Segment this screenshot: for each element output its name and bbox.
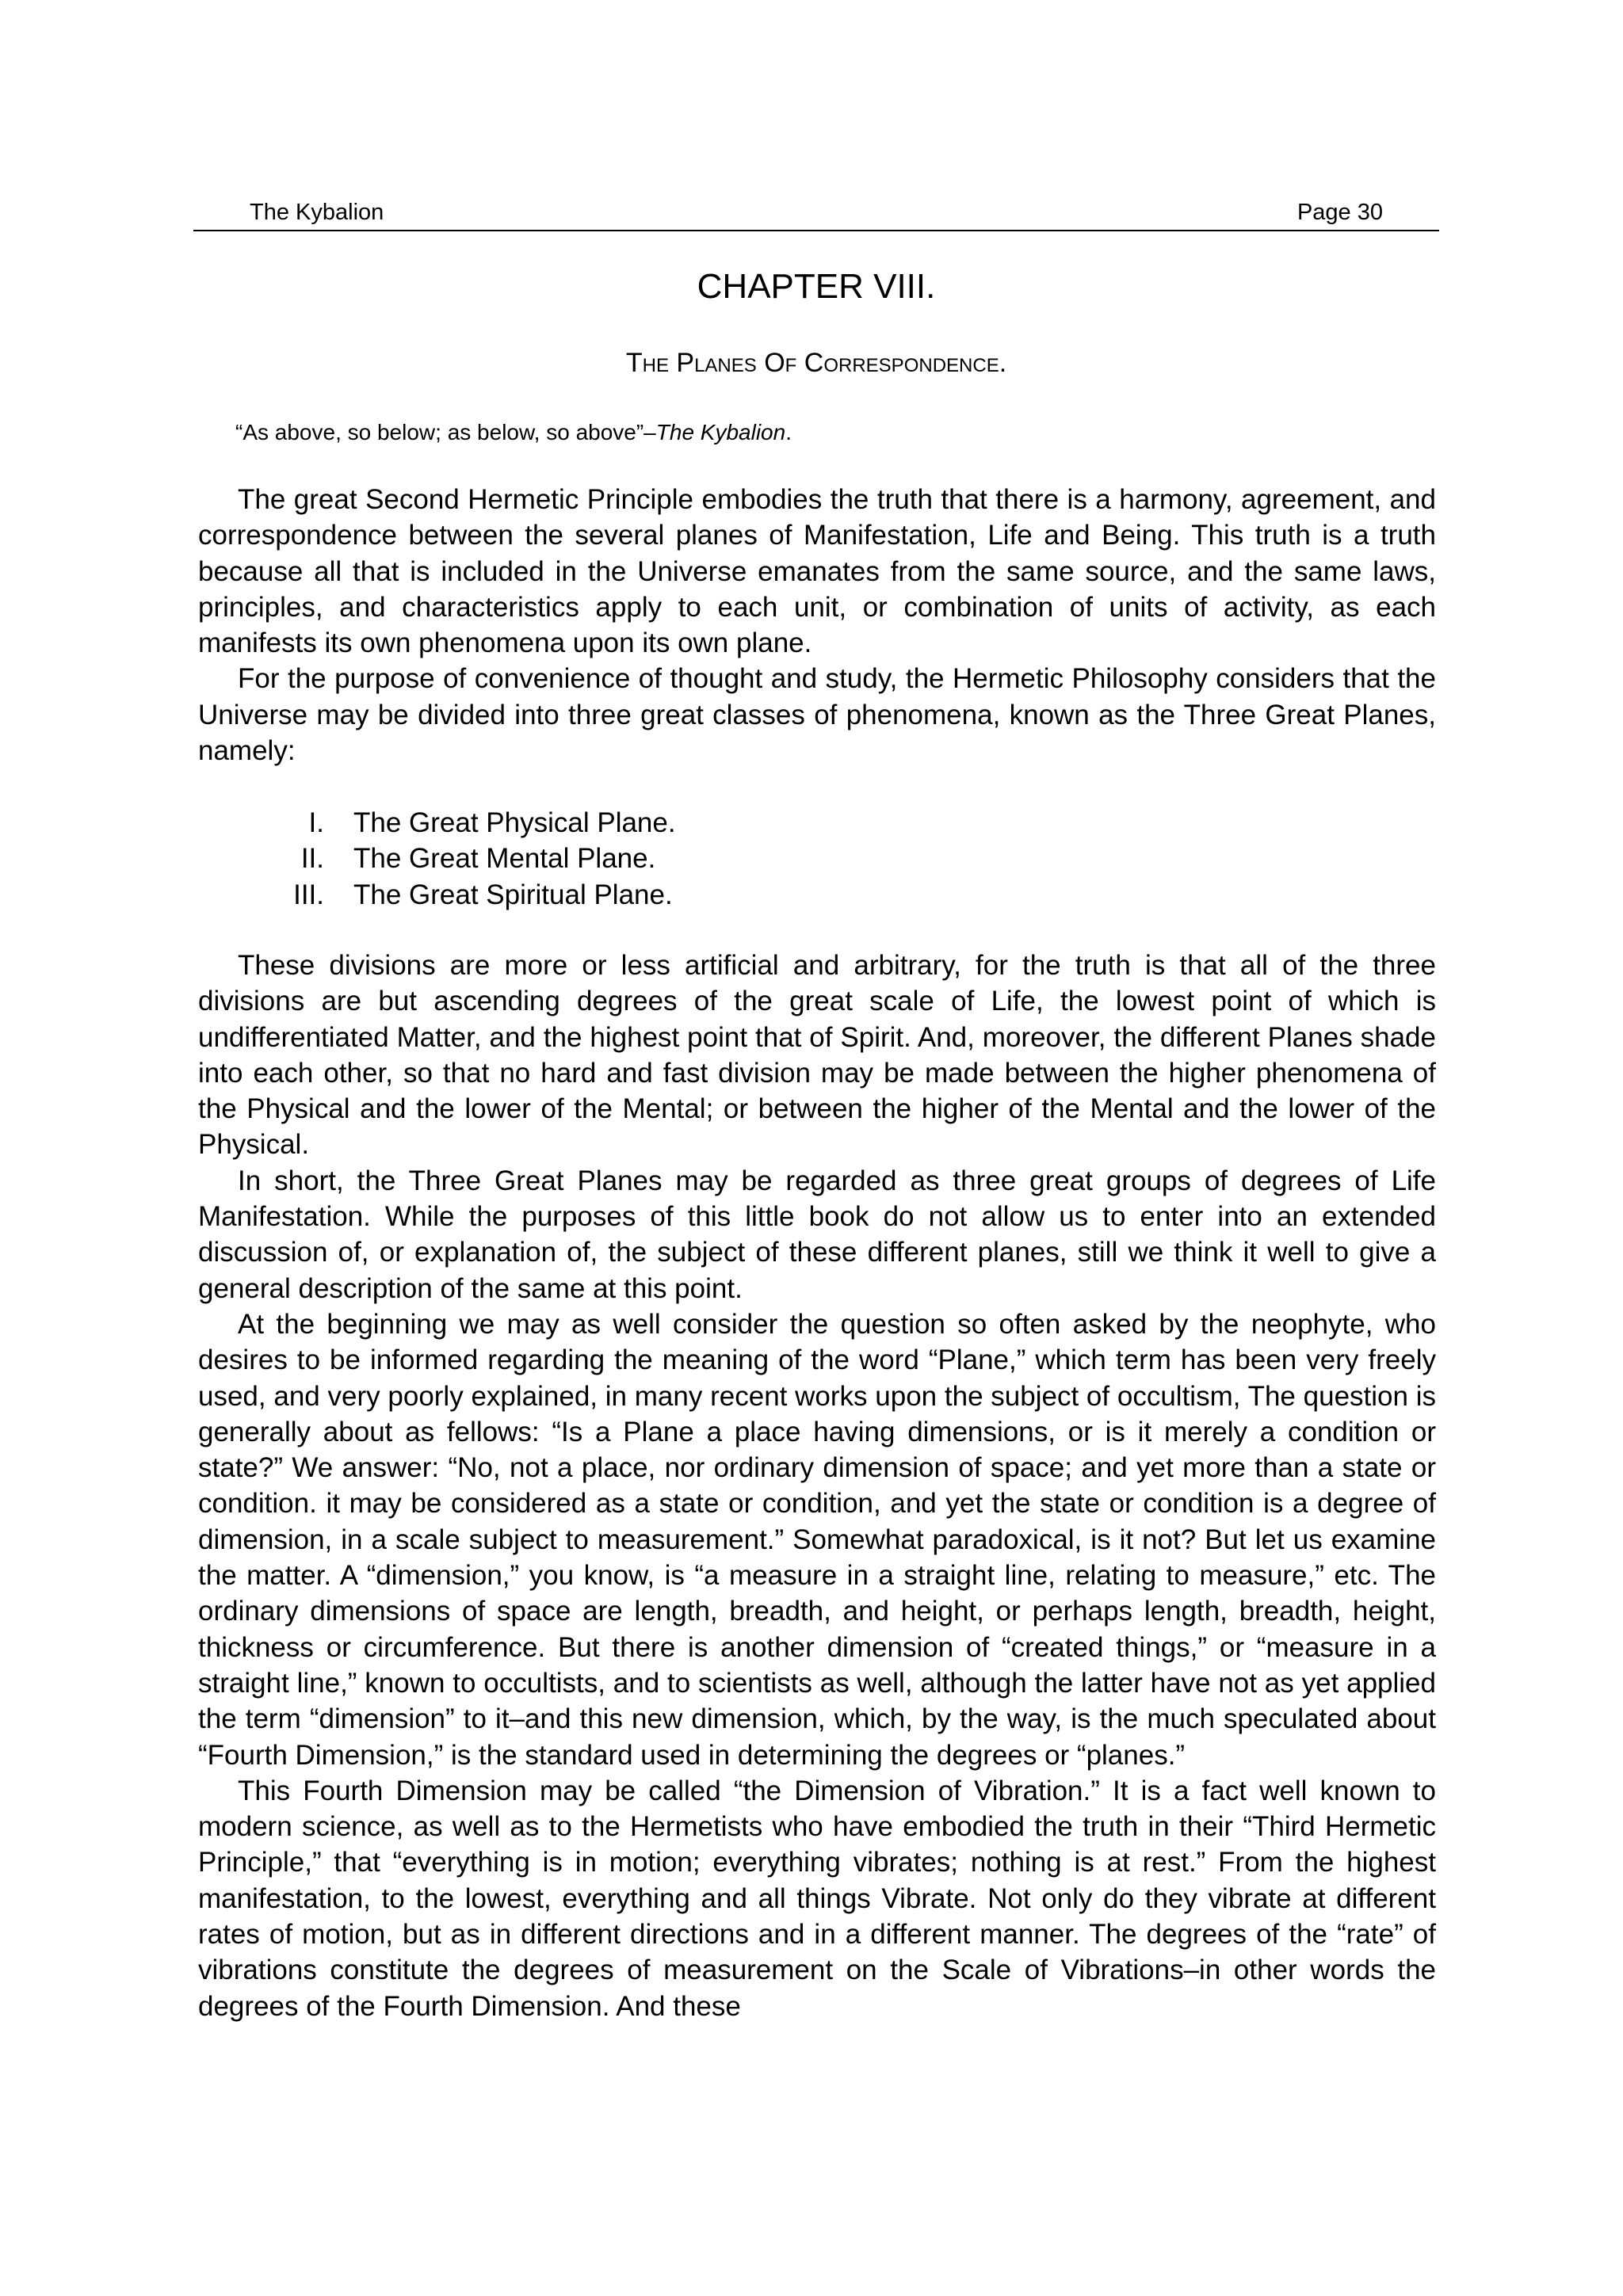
list-numeral: III. [293,879,324,910]
list-item [198,877,991,913]
header-book-title: The Kybalion [250,200,384,225]
body-text-main [198,948,1436,2024]
list-numeral: I. [308,807,324,838]
paragraph: For the purpose of convenience of thought and study, the Hermetic Philosophy considers that the Universe may be divided into three great classes of phenomena, known as the Three Great Planes, namely: [198,663,1436,767]
epigraph-quote: “As above, so below; as below, so above”– [235,420,656,444]
list-item-text: The Great Mental Plane. [353,843,656,875]
paragraph: The great Second Hermetic Principle embodies the truth that there is a harmony, agreement, and correspondence between the several planes of Manifestation, Life and Being. This truth is a truth because all that is included in the Universe emanates from the same source, and the same laws, principles, and characteristics apply to each unit, or combination of units of activity, as each manifests its own phenomena upon its own plane. [198,484,1436,659]
planes-list [198,805,991,913]
paragraph: This Fourth Dimension may be called “the Dimension of Vibration.” It is a fact well known to modern science, as well as to the Hermetists who have embodied the truth in their “Third Hermetic Principle,” that “everything is in motion; everything vibrates; nothing is at rest.” From the highest manifestation, to the lowest, everything and all things Vibrate. Not only do they vibrate at different rates of motion, but as in different directions and in a different manner. The degrees of the “rate” of vibrations constitute the degrees of measurement on the Scale of Vibrations–in other words the degrees of the Fourth Dimension. And these [198,1775,1436,2022]
paragraph: In short, the Three Great Planes may be regarded as three great groups of degrees of Life Manifestation. While the purposes of this little book do not allow us to enter into an extended discussion of, or explanation of, the subject of these different planes, still we think it well to give a general description of the same at this point. [198,1165,1436,1304]
epigraph [235,418,792,447]
paragraph: These divisions are more or less artificial and arbitrary, for the truth is that all of the three divisions are but ascending degrees of the great scale of Life, the lowest point of which is undifferentiated Matter, and the highest point that of Spirit. And, moreover, the different Planes shade into each other, so that no hard and fast division may be made between the higher phenomena of the Physical and the lower of the Mental; or between the higher of the Mental and the lower of the Physical. [198,950,1436,1161]
chapter-title: CHAPTER VIII. [697,267,936,306]
list-item-text: The Great Physical Plane. [353,807,676,838]
list-numeral: II. [300,843,324,875]
list-item [198,841,991,876]
list-item-text: The Great Spiritual Plane. [353,879,673,910]
chapter-subtitle: The Planes Of Correspondence. [625,348,1007,378]
epigraph-trailing: . [785,420,792,444]
epigraph-source: The Kybalion [655,420,786,444]
body-text-intro [198,482,1436,769]
paragraph: At the beginning we may as well consider the question so often asked by the neophyte, who desires to be informed regarding the meaning of the word “Plane,” which term has been very freely used, and very poorly explained, in many recent works upon the subject of occultism, The question is generally about as fellows: “Is a Plane a place having dimensions, or is it merely a condition or state?” We answer: “No, not a place, nor ordinary dimension of space; and yet more than a state or condition. it may be considered as a state or condition, and yet the state or condition is a degree of dimension, in a scale subject to measurement.” Somewhat paradoxical, is it not? But let us examine the matter. A “dimension,” you know, is “a measure in a straight line, relating to measure,” etc. The ordinary dimensions of space are length, breadth, and height, or perhaps length, breadth, height, thickness or circumference. But there is another dimension of “created things,” or “measure in a straight line,” known to occultists, and to scientists as well, although the latter have not as yet applied the term “dimension” to it–and this new dimension, which, by the way, is the much speculated about “Fourth Dimension,” is the standard used in determining the degrees or “planes.” [198,1308,1436,1771]
header-page-number: Page 30 [1296,200,1383,225]
list-item [198,805,991,841]
page-header [193,196,1439,231]
